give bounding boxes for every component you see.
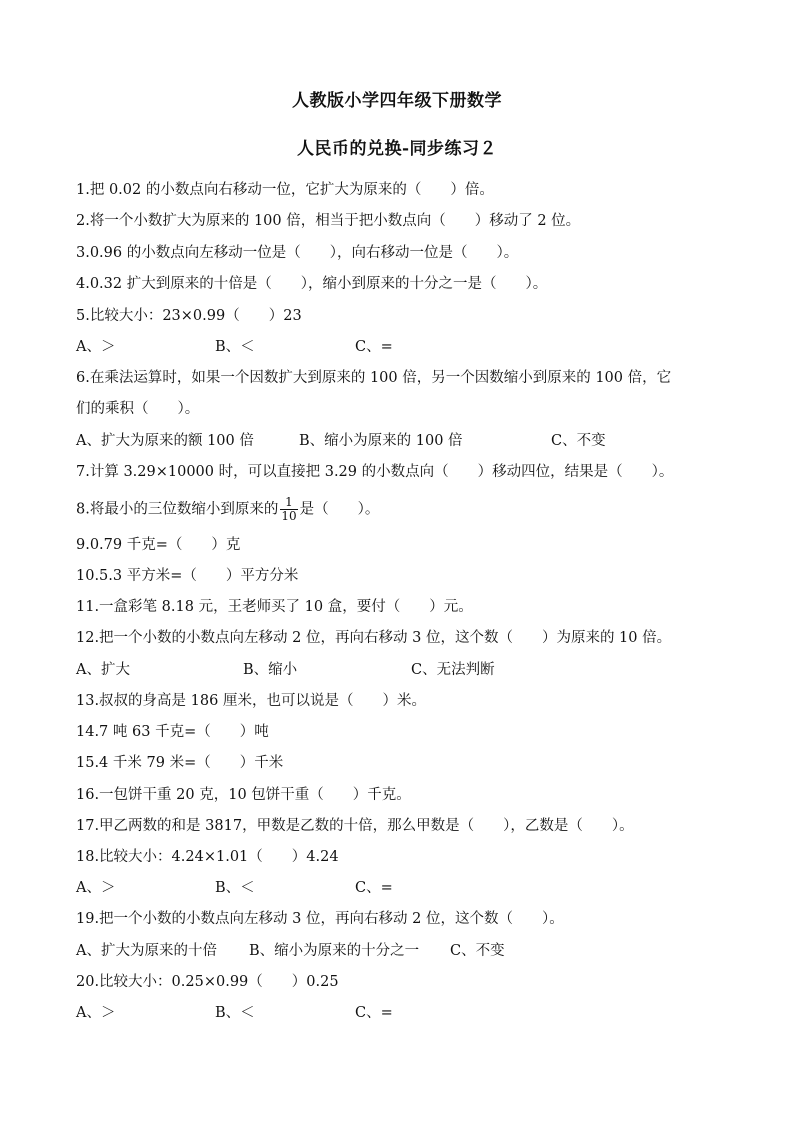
question-18: 18.比较大小：4.24×1.01（ ）4.24 (76, 849, 339, 865)
option-b: B、缩小为原来的 100 倍 (299, 433, 463, 449)
question-19-options (76, 941, 736, 961)
option-b: B、缩小 (243, 662, 298, 678)
option-b: B、＜ (215, 339, 255, 355)
option-c: C、不变 (551, 433, 606, 449)
fraction-numerator: 1 (280, 496, 297, 510)
option-b: B、缩小为原来的十分之一 (249, 943, 420, 959)
question-4: 4.0.32 扩大到原来的十倍是（ ），缩小到原来的十分之一是（ ）。 (76, 276, 548, 292)
option-c: C、= (355, 1005, 393, 1021)
question-1: 1.把 0.02 的小数点向右移动一位，它扩大为原来的（ ）倍。 (76, 182, 494, 198)
question-17: 17.甲乙两数的和是 3817，甲数是乙数的十倍，那么甲数是（ ），乙数是（ ）。 (76, 818, 634, 834)
option-b: B、＜ (215, 880, 255, 896)
option-a: A、＞ (76, 339, 116, 355)
question-20-options (76, 1003, 736, 1023)
option-c: C、= (355, 880, 393, 896)
option-c: C、无法判断 (411, 662, 495, 678)
question-2: 2.将一个小数扩大为原来的 100 倍，相当于把小数点向（ ）移动了 2 位。 (76, 213, 581, 229)
question-9: 9.0.79 千克=（ ）克 (76, 537, 241, 553)
question-11: 11.一盒彩笔 8.18 元，王老师买了 10 盒，要付（ ）元。 (76, 599, 473, 615)
fraction-denominator: 10 (281, 509, 297, 523)
option-b: B、＜ (215, 1005, 255, 1021)
fraction-one-tenth (280, 496, 297, 523)
question-10: 10.5.3 平方米=（ ）平方分米 (76, 568, 299, 584)
question-5-options (76, 337, 736, 357)
question-16: 16.一包饼干重 20 克，10 包饼干重（ ）千克。 (76, 787, 411, 803)
question-7: 7.计算 3.29×10000 时，可以直接把 3.29 的小数点向（ ）移动四位，结果是（ ）。 (76, 464, 674, 480)
question-6-line-2: 们的乘积（ ）。 (76, 401, 200, 417)
question-8 (76, 496, 754, 523)
option-c: C、= (355, 339, 393, 355)
option-a: A、扩大为原来的十倍 (76, 943, 217, 959)
question-12-options (76, 660, 736, 680)
option-a: A、扩大为原来的额 100 倍 (76, 433, 254, 449)
question-20: 20.比较大小：0.25×0.99（ ）0.25 (76, 974, 339, 990)
question-8-tail: 是（ ）。 (299, 501, 380, 518)
question-14: 14.7 吨 63 千克=（ ）吨 (76, 724, 269, 740)
question-15: 15.4 千米 79 米=（ ）千米 (76, 755, 284, 771)
option-a: A、＞ (76, 880, 116, 896)
option-a: A、＞ (76, 1005, 116, 1021)
option-c: C、不变 (450, 943, 505, 959)
question-12: 12.把一个小数的小数点向左移动 2 位，再向右移动 3 位，这个数（ ）为原来的 10 倍。 (76, 630, 672, 646)
document-subtitle: 人民币的兑换-同步练习２ (296, 139, 498, 159)
question-6-line-1: 6.在乘法运算时，如果一个因数扩大到原来的 100 倍，另一个因数缩小到原来的 100 倍，它 (76, 370, 672, 386)
question-19: 19.把一个小数的小数点向左移动 3 位，再向右移动 2 位，这个数（ ）。 (76, 911, 564, 927)
question-18-options (76, 878, 736, 898)
question-13: 13.叔叔的身高是 186 厘米，也可以说是（ ）米。 (76, 693, 426, 709)
document-title: 人教版小学四年级下册数学 (292, 91, 502, 111)
question-3: 3.0.96 的小数点向左移动一位是（ ），向右移动一位是（ ）。 (76, 245, 519, 261)
question-8-text: 8.将最小的三位数缩小到原来的 (76, 501, 279, 518)
option-a: A、扩大 (76, 662, 130, 678)
question-5: 5.比较大小：23×0.99（ ）23 (76, 308, 302, 324)
question-6-options (76, 431, 736, 451)
